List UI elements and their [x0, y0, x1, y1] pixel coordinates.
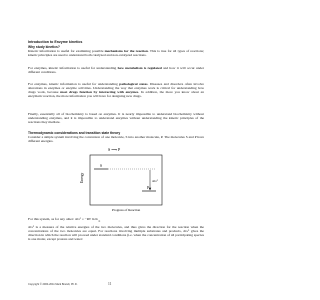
reaction-equation: S ⟶ P [108, 147, 121, 152]
regulation-section [28, 66, 204, 74]
x-axis-label: Progress of Reaction [112, 208, 141, 212]
paragraph-pathology [28, 82, 204, 98]
paragraph-biochemistry: Finally, essentially all of biochemistry is based on enzymes. It is nearly impossible to understand biochemistry without understanding enzymes, and it is impossible to understand enzymes without understanding the kinetic principles of the reactions they mediate. [28, 112, 204, 125]
p2-text-a: For enzymes, kinetic information is useful for understanding [28, 66, 118, 70]
equation-text: For this system, as for any other: ΔG° = −RT ln K [28, 217, 98, 221]
thermo-section [28, 131, 204, 143]
paragraph-delta-g: ΔG° is a measure of the relative energies of the two molecules, and thus gives the direction for the reaction when the concentrations of the two molecules are equal. For reactions involving multiple substrates and products, ΔG° gives the direction in which the reaction will proceed under standard conditions (i.e. when the concentration of all participating species is one molar, except protons and water: [28, 225, 204, 242]
pathology-section [28, 82, 204, 98]
paragraph-regulation [28, 66, 204, 74]
p2-bold: how metabolism is regulated [117, 66, 162, 70]
why-section [28, 45, 204, 57]
p1-bold: mechanisms for the reaction [104, 49, 148, 53]
why-heading: Why study kinetics? [28, 45, 60, 49]
paragraph-system: Consider a simple system involving the conversion of one molecule, S into another molecule, P. The molecules S and P have different energies. [28, 135, 204, 144]
equation-subscript: eq [97, 219, 101, 223]
document-title: Introduction to Enzyme kinetics [28, 40, 83, 44]
p3-bold-1: pathological states [119, 82, 148, 86]
thermo-heading: Thermodynamic considerations and transition state theory [28, 131, 121, 135]
paragraph-equation [28, 217, 204, 224]
p1-text-c: . This is true for all types of reactions; kinetic principles are used to understand both catalyzed and non-catalyzed reactions. [28, 49, 204, 58]
delta-g-label: ΔG° [152, 179, 158, 183]
p1-text-a: Kinetic information is useful for examining possible [28, 49, 105, 53]
p3-text-c: . Diseases and disorders often involve alterations in enzymes or enzyme activities. Understanding the way that enzymes work is critical for understanding how drugs work, because [28, 82, 204, 95]
page-number: 11 [108, 282, 112, 286]
biochemistry-section [28, 112, 204, 124]
paragraph-mechanisms [28, 49, 204, 57]
energy-diagram [80, 145, 170, 213]
s-label: S [100, 164, 102, 168]
delta-g-section [28, 225, 204, 241]
p2-text-c: and how it will occur under different conditions. [28, 66, 204, 75]
arrowhead-icon [149, 188, 151, 191]
title-block [28, 40, 204, 44]
p-label: P [147, 186, 149, 190]
p3-text-e: . In addition, the more you know about an enzymatic reaction, the more information you will have for designing new drugs. [28, 90, 204, 99]
equation-section [28, 217, 204, 224]
y-axis-label: Energy [80, 172, 84, 183]
p3-bold-2: most drugs function by interacting with enzymes [60, 90, 139, 95]
footer-copyright: Copyright © 2000-2011 Mark Brandt, Ph.D. [28, 283, 78, 286]
p3-text-a: For enzymes, kinetic information is useful for understanding [28, 82, 120, 86]
